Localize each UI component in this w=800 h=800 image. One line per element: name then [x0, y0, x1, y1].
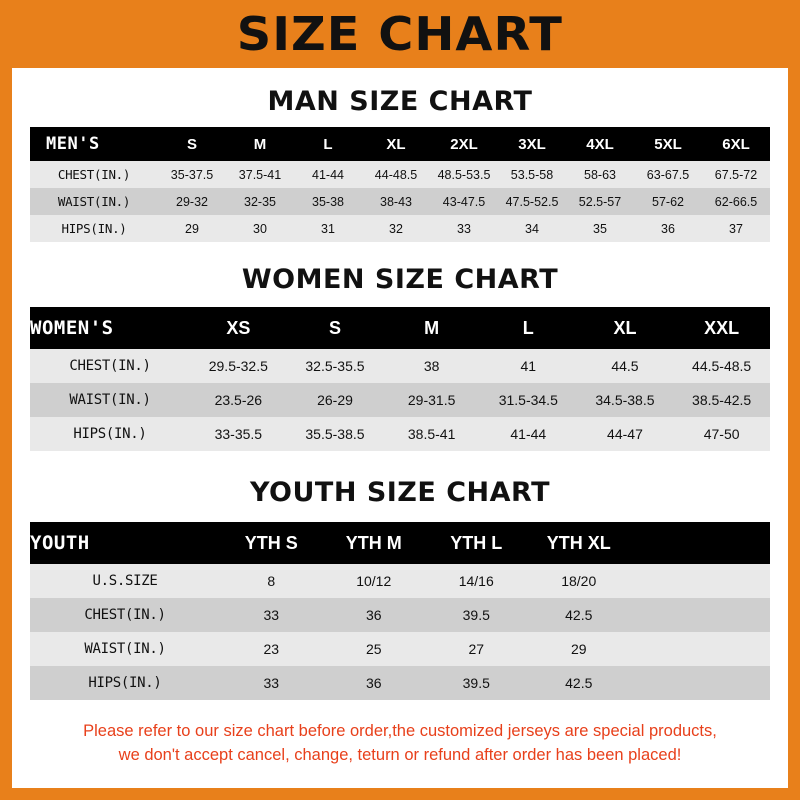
footer-note-line-2: we don't accept cancel, change, teturn or refund after order has been placed! [118, 745, 682, 764]
women-row-0-cell-1: 32.5-35.5 [305, 358, 365, 374]
footer-note [26, 720, 774, 768]
youth-row-1-cell-3: 42.5 [565, 607, 593, 623]
man-row-1-cell-1: 32-35 [244, 194, 276, 209]
youth-row-3-cell-1: 36 [365, 675, 382, 691]
youth-row-1-cell-1: 36 [365, 607, 382, 623]
man-row-0-cell-1: 37.5-41 [238, 167, 282, 182]
women-section-title: WOMEN SIZE CHART [241, 264, 559, 295]
man-size-table [30, 127, 770, 242]
table-row [30, 564, 770, 598]
women-row-0-cell-2: 38 [423, 358, 440, 374]
youth-header-cell-2: YTH M [345, 532, 402, 553]
man-row-1-cell-7: 57-62 [652, 194, 684, 209]
man-row-1-cell-8: 62-66.5 [714, 194, 758, 209]
man-row-1-cell-5: 47.5-52.5 [505, 194, 559, 209]
man-header-cell-0: MEN'S [46, 134, 100, 154]
man-row-2-cell-6: 35 [593, 221, 607, 236]
man-row-1-label: WAIST(IN.) [57, 194, 131, 209]
man-row-1-cell-4: 43-47.5 [442, 194, 486, 209]
youth-row-0-cell-4 [630, 564, 770, 598]
women-row-2-cell-0: 33-35.5 [214, 426, 263, 442]
women-row-1-cell-5: 38.5-42.5 [692, 392, 752, 408]
table-row [30, 632, 770, 666]
man-row-0-cell-0: 35-37.5 [170, 167, 214, 182]
man-row-2-cell-1: 30 [253, 221, 267, 236]
women-row-1-cell-3: 31.5-34.5 [498, 392, 558, 408]
page-title: SIZE CHART [236, 7, 564, 61]
man-row-0-label: CHEST(IN.) [57, 167, 131, 182]
man-header-cell-8: 5XL [654, 135, 682, 153]
women-row-1-cell-2: 29-31.5 [407, 392, 456, 408]
youth-row-2-cell-0: 23 [263, 641, 280, 657]
women-row-2-cell-1: 35.5-38.5 [305, 426, 365, 442]
table-row [30, 417, 770, 451]
man-header-cell-6: 3XL [518, 135, 546, 153]
man-header-cell-1: S [186, 135, 197, 153]
man-row-0-cell-8: 67.5-72 [714, 167, 758, 182]
man-header-cell-7: 4XL [586, 135, 614, 153]
man-row-0-cell-2: 41-44 [312, 167, 344, 182]
man-row-2-label: HIPS(IN.) [61, 221, 127, 236]
women-header-cell-0: WOMEN'S [30, 317, 114, 339]
man-row-0-cell-5: 53.5-58 [510, 167, 554, 182]
table-row [30, 666, 770, 700]
youth-row-3-cell-2: 39.5 [462, 675, 490, 691]
youth-row-0-label: U.S.SIZE [92, 573, 158, 589]
table-row [30, 188, 770, 215]
man-row-2-cell-7: 36 [661, 221, 675, 236]
man-header-cell-5: 2XL [450, 135, 478, 153]
women-row-1-cell-1: 26-29 [317, 392, 353, 408]
women-header-cell-6: XXL [704, 317, 740, 338]
youth-header-cell-3: YTH L [450, 532, 503, 553]
man-row-2-cell-4: 33 [457, 221, 471, 236]
women-header-cell-5: XL [613, 317, 637, 338]
man-row-2-cell-5: 34 [525, 221, 539, 236]
man-row-1-cell-3: 38-43 [380, 194, 412, 209]
women-header-cell-4: L [522, 317, 534, 338]
youth-row-2-cell-4 [630, 632, 770, 666]
table-row [30, 598, 770, 632]
man-row-0-cell-6: 58-63 [584, 167, 616, 182]
table-header-row [30, 307, 770, 349]
man-header-cell-3: L [323, 135, 333, 153]
youth-size-table [30, 522, 770, 700]
table-row [30, 349, 770, 383]
youth-row-2-cell-2: 27 [468, 641, 485, 657]
man-row-1-cell-6: 52.5-57 [578, 194, 622, 209]
man-row-0-cell-3: 44-48.5 [374, 167, 418, 182]
women-row-0-cell-4: 44.5 [611, 358, 639, 374]
youth-row-0-cell-2: 14/16 [458, 573, 494, 589]
youth-row-2-cell-3: 29 [570, 641, 587, 657]
man-row-1-cell-2: 35-38 [312, 194, 344, 209]
table-row [30, 215, 770, 242]
women-header-cell-2: S [328, 317, 341, 338]
man-header-cell-9: 6XL [722, 135, 750, 153]
youth-row-3-cell-3: 42.5 [565, 675, 593, 691]
man-header-cell-4: XL [386, 135, 406, 153]
man-row-2-cell-0: 29 [185, 221, 199, 236]
youth-header-cell-5 [630, 522, 770, 564]
youth-row-0-cell-3: 18/20 [561, 573, 597, 589]
youth-section-title: YOUTH SIZE CHART [249, 477, 551, 508]
youth-header-cell-1: YTH S [244, 532, 298, 553]
youth-row-2-label: WAIST(IN.) [84, 641, 166, 657]
man-row-2-cell-3: 32 [389, 221, 403, 236]
man-section-title: MAN SIZE CHART [267, 86, 533, 117]
youth-row-0-cell-0: 8 [267, 573, 276, 589]
man-header-cell-2: M [253, 135, 267, 153]
women-row-0-label: CHEST(IN.) [69, 358, 151, 374]
women-row-2-cell-2: 38.5-41 [407, 426, 456, 442]
women-row-0-cell-0: 29.5-32.5 [208, 358, 268, 374]
man-row-0-cell-4: 48.5-53.5 [437, 167, 491, 182]
women-header-cell-3: M [424, 317, 440, 338]
youth-row-1-cell-0: 33 [263, 607, 280, 623]
youth-row-2-cell-1: 25 [365, 641, 382, 657]
women-row-2-label: HIPS(IN.) [73, 426, 147, 442]
man-row-1-cell-0: 29-32 [176, 194, 208, 209]
man-row-2-cell-2: 31 [321, 221, 335, 236]
women-row-1-cell-4: 34.5-38.5 [595, 392, 655, 408]
youth-header-cell-0: YOUTH [30, 532, 90, 554]
table-header-row [30, 522, 770, 564]
women-row-0-cell-5: 44.5-48.5 [692, 358, 752, 374]
women-row-2-cell-5: 47-50 [703, 426, 740, 442]
page-header-band [0, 0, 800, 68]
youth-row-1-cell-4 [630, 598, 770, 632]
man-row-0-cell-7: 63-67.5 [646, 167, 690, 182]
women-row-1-cell-0: 23.5-26 [214, 392, 263, 408]
page-bottom-band [0, 788, 800, 800]
youth-row-0-cell-1: 10/12 [356, 573, 392, 589]
table-header-row [30, 127, 770, 161]
youth-row-3-cell-4 [630, 666, 770, 700]
footer-note-line-1: Please refer to our size chart before order,the customized jerseys are special products, [83, 722, 717, 740]
youth-row-3-label: HIPS(IN.) [88, 675, 162, 691]
youth-row-1-cell-2: 39.5 [462, 607, 490, 623]
women-row-0-cell-3: 41 [520, 358, 537, 374]
women-header-cell-1: XS [226, 317, 251, 338]
youth-header-cell-4: YTH XL [546, 532, 611, 553]
youth-row-3-cell-0: 33 [263, 675, 280, 691]
man-row-2-cell-8: 37 [729, 221, 743, 236]
table-row [30, 161, 770, 188]
table-row [30, 383, 770, 417]
women-row-1-label: WAIST(IN.) [69, 392, 151, 408]
women-row-2-cell-4: 44-47 [607, 426, 643, 442]
youth-row-1-label: CHEST(IN.) [84, 607, 166, 623]
women-size-table [30, 307, 770, 451]
women-row-2-cell-3: 41-44 [510, 426, 547, 442]
